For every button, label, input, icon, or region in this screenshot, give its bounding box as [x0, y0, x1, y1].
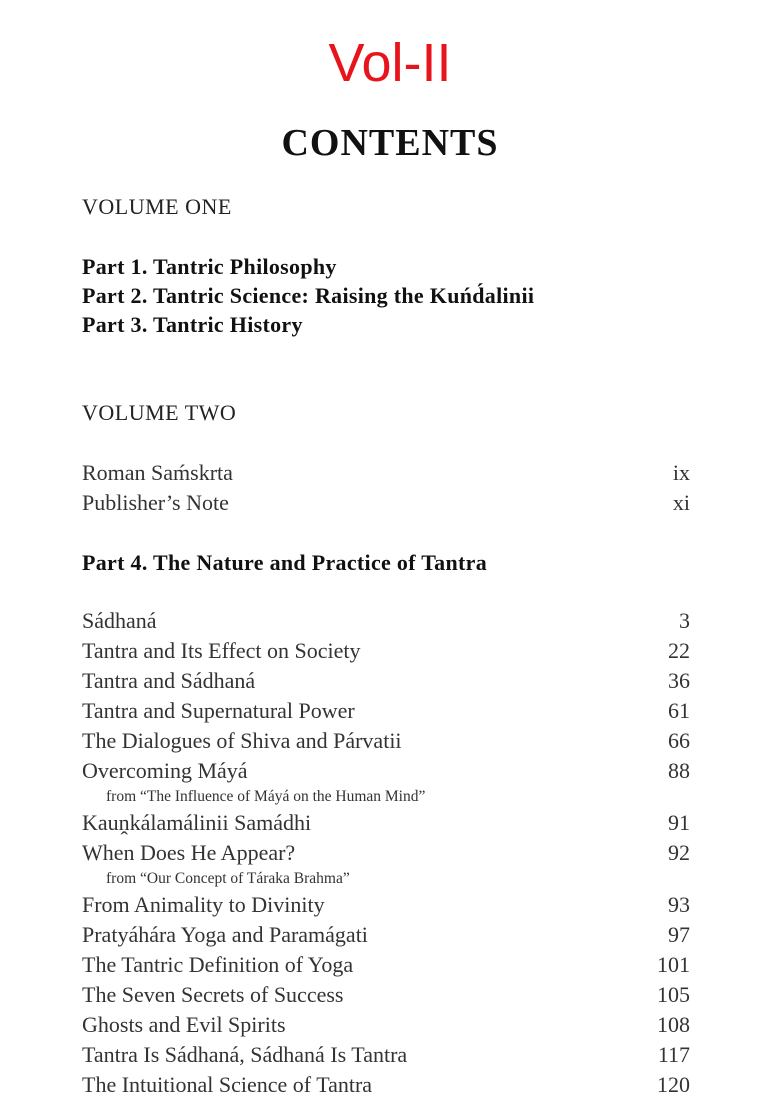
entry-title: Tantra and Supernatural Power [82, 698, 355, 723]
toc-entry[interactable] [82, 696, 690, 726]
toc-entry[interactable] [82, 1070, 690, 1100]
entry-page: 88 [668, 758, 690, 783]
entry-title: Tantra and Sádhaná [82, 668, 256, 693]
entry-title: From Animality to Divinity [82, 892, 325, 917]
entry-page: 3 [679, 608, 690, 633]
toc-entry[interactable] [82, 838, 690, 868]
entry-title: Roman Saḿskrta [82, 460, 233, 485]
entry-page: 93 [668, 892, 690, 917]
toc-entry[interactable] [82, 488, 690, 518]
entry-title: The Intuitional Science of Tantra [82, 1072, 373, 1097]
entry-page: 66 [668, 728, 690, 753]
toc-entry[interactable] [82, 1010, 690, 1040]
entry-title: The Seven Secrets of Success [82, 982, 344, 1007]
part-four-heading: Part 4. The Nature and Practice of Tantra [82, 550, 488, 575]
page-title: CONTENTS [281, 122, 499, 164]
toc-entry[interactable] [82, 636, 690, 666]
entry-title: Sádhaná [82, 608, 157, 633]
entry-source-note: from “The Influence of Máyá on the Human Mind” [106, 788, 426, 805]
entry-title: Publisher’s Note [82, 490, 229, 515]
entry-title: Overcoming Máyá [82, 758, 248, 783]
toc-entry[interactable] [82, 920, 690, 950]
front-matter-list [82, 458, 690, 518]
toc-entry[interactable] [82, 890, 690, 920]
entry-source-note: from “Our Concept of Táraka Brahma” [106, 870, 350, 887]
part-item: Part 1. Tantric Philosophy [82, 254, 337, 279]
entry-page: xi [672, 490, 690, 515]
toc-entry[interactable] [82, 666, 690, 696]
part-item: Part 3. Tantric History [82, 312, 303, 337]
volume-one-parts [82, 252, 534, 339]
entry-page: 22 [668, 638, 690, 663]
entry-title: The Tantric Definition of Yoga [82, 952, 354, 977]
entry-page: 105 [657, 982, 690, 1007]
entry-title: Tantra Is Sádhaná, Sádhaná Is Tantra [82, 1042, 408, 1067]
entry-page: 120 [657, 1072, 690, 1097]
entry-page: 92 [668, 840, 690, 865]
toc-entry[interactable] [82, 726, 690, 756]
volume-two-heading: VOLUME TWO [82, 400, 237, 425]
volume-label: Vol-II [328, 33, 452, 93]
toc-entry[interactable] [82, 756, 690, 786]
entry-title: Pratyáhára Yoga and Paramágati [82, 922, 368, 947]
toc-entries [82, 606, 690, 1100]
toc-entry[interactable] [82, 980, 690, 1010]
entry-page: 91 [668, 810, 690, 835]
entry-page: 97 [668, 922, 690, 947]
toc-entry[interactable] [82, 606, 690, 636]
entry-page: 117 [657, 1042, 690, 1067]
entry-title: The Dialogues of Shiva and Párvatii [82, 728, 402, 753]
part-item: Part 2. Tantric Science: Raising the Kuńd́alinii [82, 283, 535, 308]
volume-one-heading: VOLUME ONE [82, 194, 232, 219]
entry-title: Ghosts and Evil Spirits [82, 1012, 286, 1037]
toc-entry[interactable] [82, 808, 690, 838]
entry-page: 108 [657, 1012, 690, 1037]
entry-title: Tantra and Its Effect on Society [82, 638, 361, 663]
toc-entry[interactable] [82, 1040, 690, 1070]
entry-title: Kauṋkálamálinii Samádhi [82, 810, 312, 835]
toc-entry[interactable] [82, 950, 690, 980]
toc-entry[interactable] [82, 458, 690, 488]
entry-page: 101 [657, 952, 690, 977]
entry-page: 36 [668, 668, 690, 693]
entry-page: ix [672, 460, 690, 485]
entry-title: When Does He Appear? [82, 840, 296, 865]
entry-page: 61 [668, 698, 690, 723]
